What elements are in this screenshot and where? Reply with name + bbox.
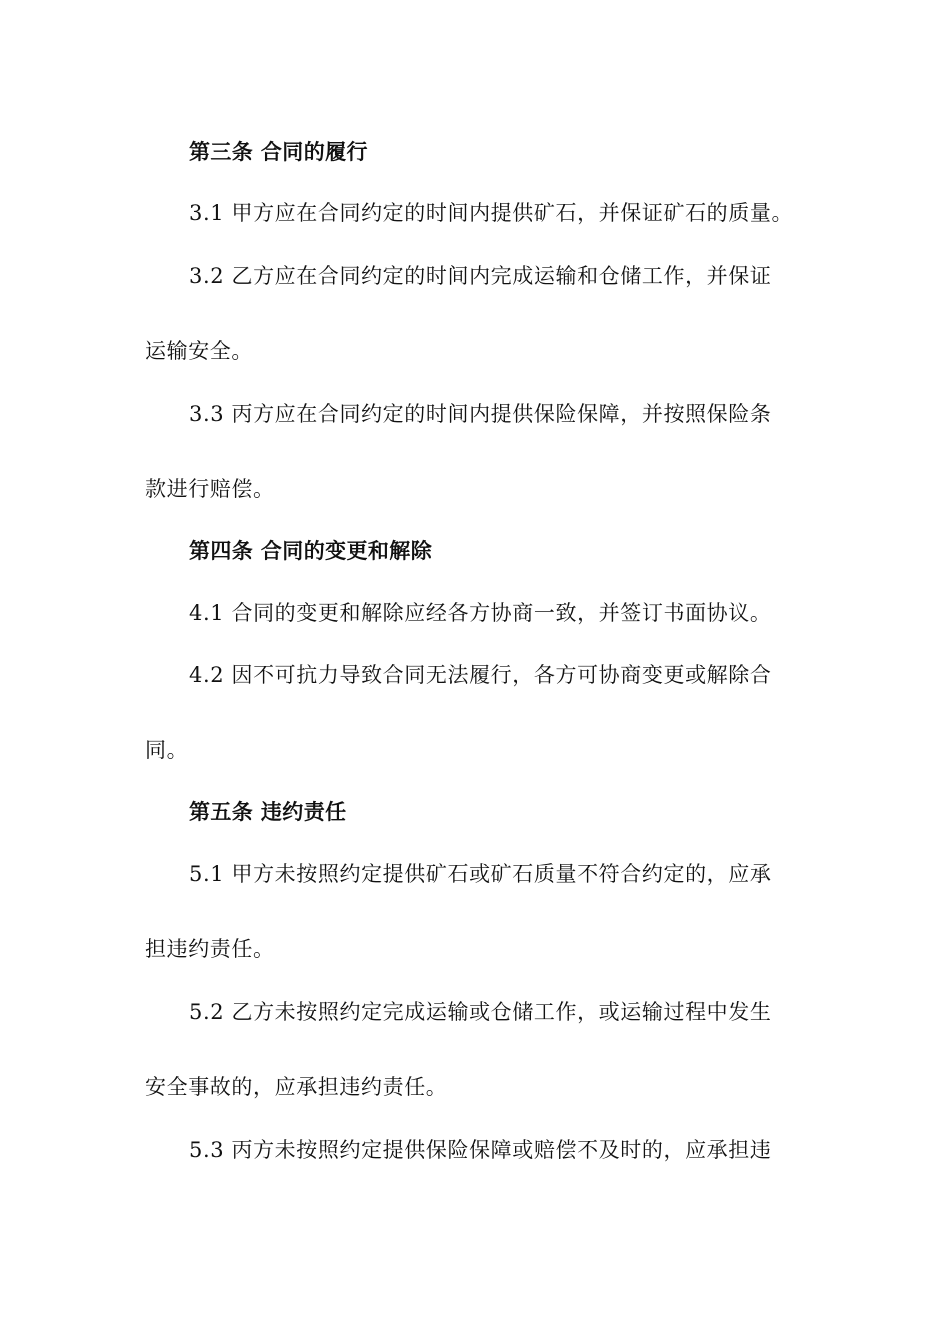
clause-5-2-line-1: 5.2 乙方未按照约定完成运输或仓储工作，或运输过程中发生 (189, 1000, 772, 1024)
clause-3-2-line-1: 3.2 乙方应在合同约定的时间内完成运输和仓储工作，并保证 (189, 264, 772, 288)
clause-5-1-line-1: 5.1 甲方未按照约定提供矿石或矿石质量不符合约定的，应承 (189, 862, 772, 886)
clause-3-3-line-1: 3.3 丙方应在合同约定的时间内提供保险保障，并按照保险条 (189, 402, 772, 426)
clause-4-2-line-1: 4.2 因不可抗力导致合同无法履行，各方可协商变更或解除合 (189, 663, 772, 687)
clause-5-3-line-1: 5.3 丙方未按照约定提供保险保障或赔偿不及时的，应承担违 (189, 1138, 772, 1162)
clause-4-2-line-2: 同。 (145, 738, 189, 762)
clause-5-1-line-2: 担违约责任。 (145, 937, 275, 961)
clause-3-1: 3.1 甲方应在合同约定的时间内提供矿石，并保证矿石的质量。 (189, 201, 794, 225)
section-3-heading: 第三条 合同的履行 (189, 140, 368, 164)
clause-4-1: 4.1 合同的变更和解除应经各方协商一致，并签订书面协议。 (189, 601, 772, 625)
clause-5-2-line-2: 安全事故的，应承担违约责任。 (145, 1075, 448, 1099)
section-4-heading: 第四条 合同的变更和解除 (189, 539, 433, 563)
section-5-heading: 第五条 违约责任 (189, 800, 347, 824)
clause-3-3-line-2: 款进行赔偿。 (145, 477, 275, 501)
clause-3-2-line-2: 运输安全。 (145, 339, 253, 363)
